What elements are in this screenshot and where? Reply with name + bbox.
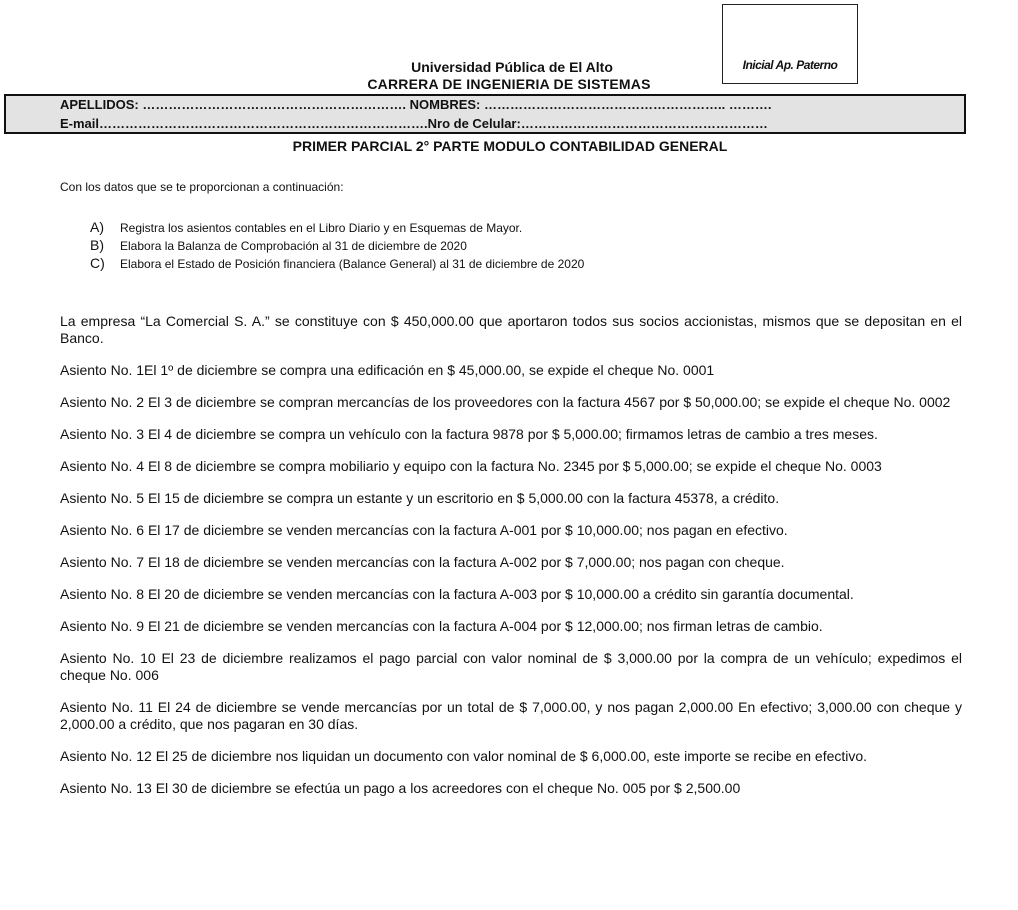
names-field[interactable]: ……………………………………………….. ………. xyxy=(484,97,772,112)
task-letter: A) xyxy=(90,219,104,235)
entry-paragraph: Asiento No. 12 El 25 de diciembre nos liquidan un documento con valor nominal de $ 6,000.00, este importe se recibe en efectivo. xyxy=(60,748,868,764)
task-text: Elabora la Balanza de Comprobación al 31 de diciembre de 2020 xyxy=(120,239,467,253)
entry-paragraph: Asiento No. 9 El 21 de diciembre se venden mercancías con la factura A-004 por $ 12,000.00; nos firman letras de cambio. xyxy=(60,618,823,634)
entry-paragraph: Asiento No. 3 El 4 de diciembre se compra un vehículo con la factura 9878 por $ 5,000.00; firmamos letras de cambio a tres meses. xyxy=(60,426,878,442)
initial-label: Inicial Ap. Paterno xyxy=(742,58,838,72)
task-text: Elabora el Estado de Posición financiera (Balance General) al 31 de diciembre de 2020 xyxy=(120,257,585,271)
task-letter: B) xyxy=(90,237,104,253)
contact-fields-row xyxy=(60,116,768,131)
phone-field[interactable]: ………………………………………………… xyxy=(520,116,768,131)
entry-paragraph: Asiento No. 13 El 30 de diciembre se efectúa un pago a los acreedores con el cheque No. 005 por $ 2,500.00 xyxy=(60,780,741,796)
entry-paragraph: Asiento No. 11 El 24 de diciembre se vende mercancías por un total de $ 7,000.00, y nos pagan 2,000.00 En efectivo; 3,000.00 con cheque y 2,000.00 a crédito, que nos pagaran en 30 días. xyxy=(60,699,962,732)
task-item xyxy=(90,255,584,273)
task-item xyxy=(90,219,584,237)
entry-paragraph: Asiento No. 1El 1º de diciembre se compra una edificación en $ 45,000.00, se expide el cheque No. 0001 xyxy=(60,362,715,378)
surname-field[interactable]: ……………………………………………………. xyxy=(142,97,406,112)
phone-label: Nro de Celular: xyxy=(427,116,521,131)
task-item xyxy=(90,237,584,255)
email-label: E-mail xyxy=(60,116,100,131)
career-name: CARRERA DE INGENIERIA DE SISTEMAS xyxy=(367,76,651,92)
entry-paragraph: Asiento No. 4 El 8 de diciembre se compra mobiliario y equipo con la factura No. 2345 por $ 5,000.00; se expide el cheque No. 0003 xyxy=(60,458,882,474)
entry-paragraph: Asiento No. 5 El 15 de diciembre se compra un estante y un escritorio en $ 5,000.00 con la factura 45378, a crédito. xyxy=(60,490,780,506)
email-field[interactable]: …………………………………………………………………. xyxy=(99,116,428,131)
surname-label: APELLIDOS: xyxy=(60,97,139,112)
entry-paragraph: Asiento No. 10 El 23 de diciembre realizamos el pago parcial con valor nominal de $ 3,000.00 por la compra de un vehículo; expedimos el cheque No. 006 xyxy=(60,650,962,683)
intro-text: Con los datos que se te proporcionan a continuación: xyxy=(60,180,344,194)
name-fields-row xyxy=(60,97,771,112)
entry-paragraph: Asiento No. 2 El 3 de diciembre se compran mercancías de los proveedores con la factura 4567 por $ 50,000.00; se expide el cheque No. 0002 xyxy=(60,394,951,410)
entry-paragraph: Asiento No. 7 El 18 de diciembre se venden mercancías con la factura A-002 por $ 7,000.00; nos pagan con cheque. xyxy=(60,554,785,570)
task-list xyxy=(90,219,584,273)
company-paragraph: La empresa “La Comercial S. A.” se constituye con $ 450,000.00 que aportaron todos sus socios accionistas, mismos que se depositan en el Banco. xyxy=(60,313,962,346)
university-name: Universidad Pública de El Alto xyxy=(411,59,613,75)
names-label: NOMBRES: xyxy=(409,97,481,112)
entry-paragraph: Asiento No. 6 El 17 de diciembre se venden mercancías con la factura A-001 por $ 10,000.00; nos pagan en efectivo. xyxy=(60,522,788,538)
exam-title: PRIMER PARCIAL 2° PARTE MODULO CONTABILIDAD GENERAL xyxy=(292,138,728,154)
task-text: Registra los asientos contables en el Libro Diario y en Esquemas de Mayor. xyxy=(120,221,523,235)
entry-paragraph: Asiento No. 8 El 20 de diciembre se venden mercancías con la factura A-003 por $ 10,000.00 a crédito sin garantía documental. xyxy=(60,586,854,602)
task-letter: C) xyxy=(90,255,105,271)
entries-content xyxy=(60,313,962,812)
